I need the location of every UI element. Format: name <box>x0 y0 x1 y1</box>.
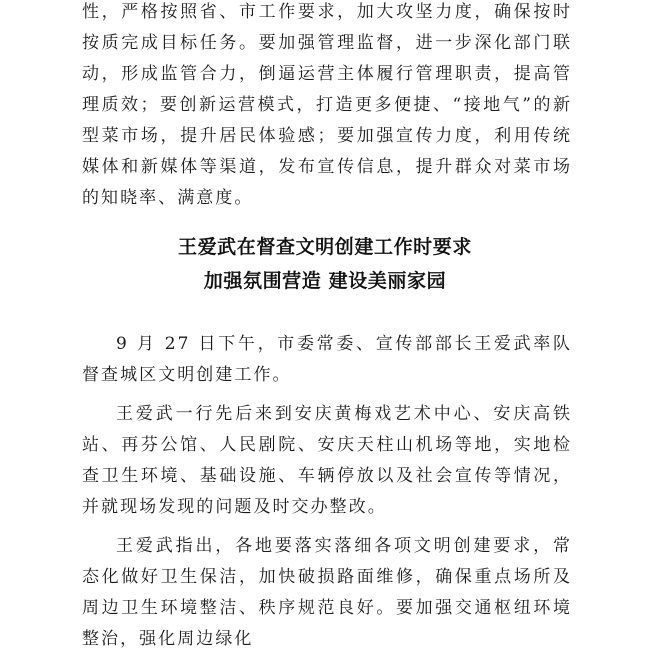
continued-paragraph: 性，严格按照省、市工作要求，加大攻坚力度，确保按时按质完成目标任务。要加强管理监督，进一步深化部门联动，形成监管合力，倒逼运营主体履行管理职责，提高管理质效；要创新运营模式，打造更多便捷、“接地气”的新型菜市场，提升居民体验感；要加强宣传力度，利用传统媒体和新媒体等渠道，发布宣传信息，提升群众对菜市场的知晓率、满意度。 <box>82 2 572 208</box>
paragraph-2: 王爱武一行先后来到安庆黄梅戏艺术中心、安庆高铁站、再芬公馆、人民剧院、安庆天柱山机场等地，实地检查卫生环境、基础设施、车辆停放以及社会宣传等情况，并就现场发现的问题及时交办整改。 <box>82 404 572 517</box>
paragraph-1: 9 月 27 日下午，市委常委、宣传部部长王爱武率队督查城区文明创建工作。 <box>82 334 572 385</box>
paragraph-3: 王爱武指出，各地要落实落细各项文明创建要求，常态化做好卫生保洁，加快破损路面维修，确保重点场所及周边卫生环境整洁、秩序规范良好。要加强交通枢纽环境整治，强化周边绿化 <box>82 536 572 649</box>
article-title-line-1: 王爱武在督查文明创建工作时要求 <box>177 236 472 258</box>
article-title-line-2: 加强氛围营造 建设美丽家园 <box>203 270 447 292</box>
